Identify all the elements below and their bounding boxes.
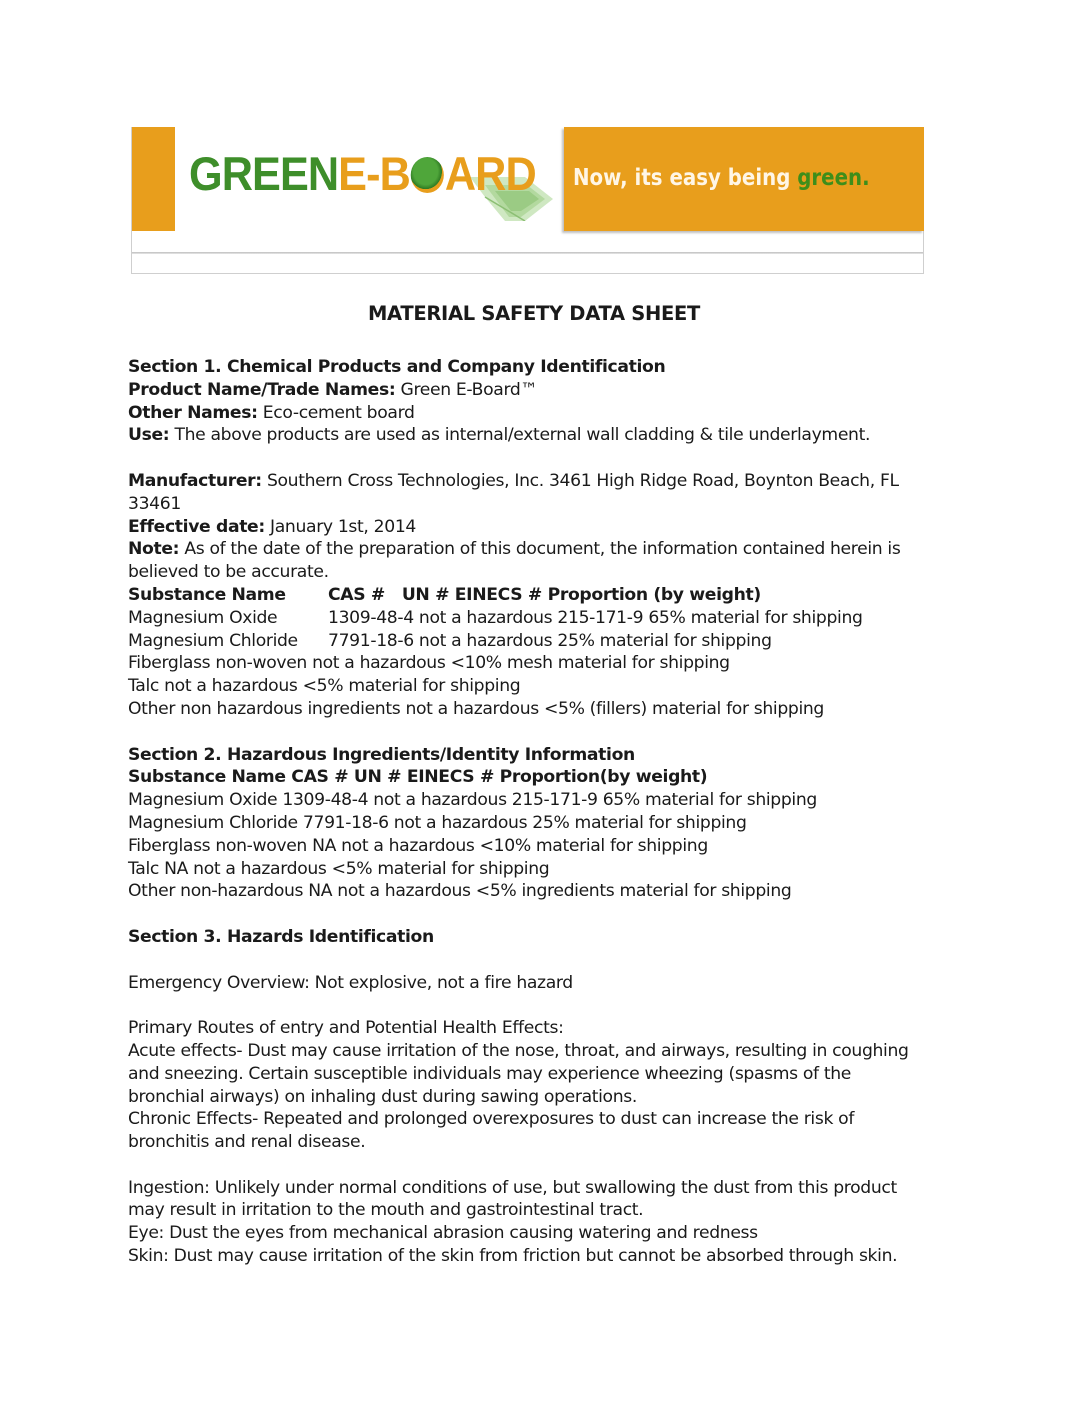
note-value: As of the date of the preparation of this document, the information contained herein is believed to be accurate. — [128, 539, 901, 583]
logo-text-orange-end: ARD — [444, 147, 536, 200]
primary-routes: Primary Routes of entry and Potential Health Effects: — [128, 1018, 564, 1039]
globe-icon — [411, 157, 444, 193]
eye-effects: Eye: Dust the eyes from mechanical abrasion causing watering and redness — [128, 1223, 758, 1244]
skin-effects: Skin: Dust may cause irritation of the skin from friction but cannot be absorbed through skin. — [128, 1246, 898, 1267]
note-field — [128, 538, 928, 584]
header-other-columns: CAS # UN # EINECS # Proportion (by weight) — [328, 584, 761, 605]
tagline-highlight: green. — [797, 165, 870, 191]
header-banner — [131, 127, 924, 274]
company-logo — [189, 149, 536, 199]
chronic-effects: Chronic Effects- Repeated and prolonged overexposures to dust can increase the risk of bronchitis and renal disease. — [128, 1109, 855, 1153]
tagline-area — [564, 127, 924, 231]
header-substance-name: Substance Name — [128, 584, 286, 605]
section-3-heading: Section 3. Hazards Identification — [128, 926, 434, 947]
other-names-label: Other Names: — [128, 402, 258, 423]
table-row — [128, 607, 928, 630]
other-names-field — [128, 402, 928, 425]
product-name-value: Green E-Board™ — [395, 379, 538, 400]
product-name-label: Product Name/Trade Names: — [128, 379, 396, 400]
section-2 — [128, 744, 928, 904]
effective-date-label: Effective date: — [128, 516, 265, 537]
banner-divider — [132, 252, 923, 254]
section-1 — [128, 356, 928, 721]
banner-left-stripe — [132, 127, 175, 231]
table-row: Fiberglass non-woven not a hazardous <10% mesh material for shipping — [128, 653, 730, 674]
logo-text-orange: E-B — [338, 147, 410, 200]
product-name-field — [128, 379, 928, 402]
ingredients-table-header — [128, 584, 928, 607]
table-row: Talc NA not a hazardous <5% material for shipping — [128, 858, 550, 879]
use-label: Use: — [128, 425, 170, 446]
effective-date-value: January 1st, 2014 — [264, 516, 416, 537]
use-value: The above products are used as internal/external wall cladding & tile underlayment. — [169, 425, 871, 446]
ingestion: Ingestion: Unlikely under normal conditions of use, but swallowing the dust from this product may result in irritation to the mouth and gastrointestinal tract. — [128, 1177, 897, 1221]
table-row: Other non hazardous ingredients not a hazardous <5% (fillers) material for shipping — [128, 698, 824, 719]
row-details: 7791-18-6 not a hazardous 25% material for shipping — [328, 630, 772, 651]
use-field — [128, 424, 928, 447]
manufacturer-value: Southern Cross Technologies, Inc. 3461 High Ridge Road, Boynton Beach, FL 33461 — [128, 470, 899, 514]
row-details: 1309-48-4 not a hazardous 215-171-9 65% material for shipping — [328, 607, 863, 628]
section-1-heading: Section 1. Chemical Products and Company Identification — [128, 357, 666, 377]
table-row — [128, 630, 928, 653]
section-3 — [128, 926, 928, 1268]
document-body — [128, 300, 928, 1268]
acute-effects: Acute effects- Dust may cause irritation of the nose, throat, and airways, resulting in coughing and sneezing. Certain susceptible individuals may experience wheezing (spasms of the bronchial airways) on inhaling dust during sawing operations. — [128, 1040, 909, 1107]
table-row: Fiberglass non-woven NA not a hazardous <10% material for shipping — [128, 835, 708, 856]
emergency-overview: Emergency Overview: Not explosive, not a fire hazard — [128, 972, 573, 993]
section-2-table-header: Substance Name CAS # UN # EINECS # Proportion(by weight) — [128, 767, 708, 788]
table-row: Magnesium Chloride 7791-18-6 not a hazardous 25% material for shipping — [128, 812, 747, 833]
table-row: Magnesium Oxide 1309-48-4 not a hazardous 215-171-9 65% material for shipping — [128, 790, 817, 811]
other-names-value: Eco-cement board — [257, 402, 415, 423]
logo-text-green: GREEN — [189, 147, 339, 200]
section-2-heading: Section 2. Hazardous Ingredients/Identity Information — [128, 744, 635, 765]
manufacturer-field — [128, 470, 928, 516]
logo-area — [175, 127, 564, 231]
page-title: MATERIAL SAFETY DATA SHEET — [367, 302, 701, 325]
table-row: Other non-hazardous NA not a hazardous <5% ingredients material for shipping — [128, 881, 792, 902]
row-substance-name: Magnesium Chloride — [128, 630, 298, 651]
table-row: Talc not a hazardous <5% material for shipping — [128, 676, 521, 697]
manufacturer-label: Manufacturer: — [128, 470, 262, 491]
effective-date-field — [128, 516, 928, 539]
row-substance-name: Magnesium Oxide — [128, 607, 278, 628]
tagline-prefix: Now, its easy being — [573, 165, 798, 191]
note-label: Note: — [128, 539, 180, 560]
tagline — [573, 165, 870, 191]
